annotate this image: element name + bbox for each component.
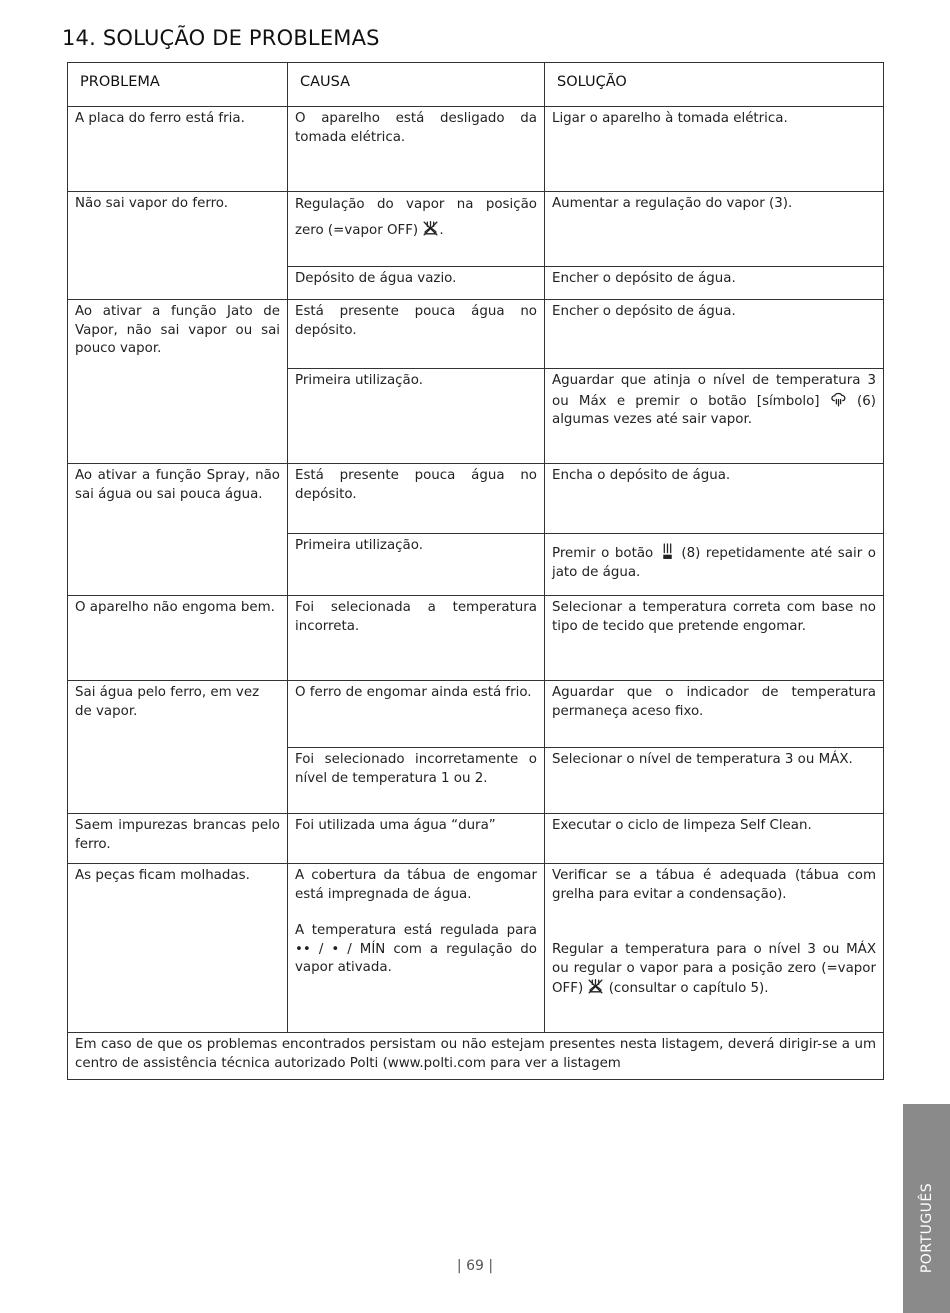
cause-cell [288, 192, 545, 267]
solution-cell: Ligar o aparelho à tomada elétrica. [545, 107, 884, 192]
page-number: | 69 | [456, 1258, 494, 1274]
problem-cell: Sai água pelo ferro, em vez de vapor. [68, 681, 288, 814]
problem-cell: A placa do ferro está fria. [68, 107, 288, 192]
solution-cell [545, 369, 884, 464]
solution-cell: Encha o depósito de água. [545, 464, 884, 534]
cause-suffix: . [439, 223, 444, 238]
spacer [552, 904, 876, 941]
cause-cell: Foi selecionada a temperatura incorreta. [288, 596, 545, 681]
solution-text: Verificar se a tábua é adequada (tábua com grelha para evitar a condensação). [552, 868, 876, 902]
footer-row [68, 1033, 884, 1080]
troubleshooting-table [67, 62, 884, 1080]
cause-cell: Primeira utilização. [288, 534, 545, 596]
problem-cell: As peças ficam molhadas. [68, 864, 288, 1033]
spacer [295, 904, 537, 922]
table-row [68, 814, 884, 864]
language-tab [903, 1104, 950, 1313]
spray-icon [659, 543, 676, 560]
solution-cell: Encher o depósito de água. [545, 300, 884, 369]
cause-cell: O aparelho está desligado da tomada elétrica. [288, 107, 545, 192]
header-problema: PROBLEMA [68, 63, 288, 107]
solution-cell: Selecionar a temperatura correta com base no tipo de tecido que pretende engomar. [545, 596, 884, 681]
header-causa: CAUSA [288, 63, 545, 107]
solution-cell [545, 534, 884, 596]
footer-note: Em caso de que os problemas encontrados persistam ou não estejam presentes nesta listagem, deverá dirigir-se a um centro de assistência técnica autorizado Polti (www.polti.com para ver a listagem [68, 1033, 884, 1080]
table-row [68, 464, 884, 534]
solution-cell: Executar o ciclo de limpeza Self Clean. [545, 814, 884, 864]
steam-burst-icon [830, 391, 847, 408]
solution-text: (6) algumas vezes até sair vapor. [552, 393, 876, 427]
steam-off-icon [422, 220, 439, 237]
table-row [68, 681, 884, 748]
cause-cell: Foi selecionado incorretamente o nível de temperatura 1 ou 2. [288, 748, 545, 814]
problem-cell: Ao ativar a função Spray, não sai água ou sai pouca água. [68, 464, 288, 596]
cause-cell [288, 864, 545, 1033]
problem-cell: O aparelho não engoma bem. [68, 596, 288, 681]
cause-cell: Primeira utilização. [288, 369, 545, 464]
cause-cell: Está presente pouca água no depósito. [288, 464, 545, 534]
cause-text: Regulação do vapor na posição zero (=vapor OFF) [295, 197, 537, 238]
table-row [68, 300, 884, 369]
solution-text [552, 941, 876, 999]
solution-cell: Selecionar o nível de temperatura 3 ou MÁX. [545, 748, 884, 814]
steam-off-icon [587, 978, 604, 995]
solution-text: (8) repetidamente até sair o jato de água. [552, 546, 876, 580]
solution-text: Premir o botão [552, 546, 654, 561]
header-solucao: SOLUÇÃO [545, 63, 884, 107]
table-row [68, 192, 884, 267]
problem-cell: Ao ativar a função Jato de Vapor, não sai vapor ou sai pouco vapor. [68, 300, 288, 464]
table-row [68, 596, 884, 681]
solution-cell: Aguardar que o indicador de temperatura permaneça aceso fixo. [545, 681, 884, 748]
solution-text-b: (consultar o capítulo 5). [608, 981, 769, 996]
cause-cell: Está presente pouca água no depósito. [288, 300, 545, 369]
table-header-row [68, 63, 884, 107]
cause-cell: Depósito de água vazio. [288, 267, 545, 300]
cause-text: A cobertura da tábua de engomar está impregnada de água. [295, 868, 537, 902]
cause-cell: O ferro de engomar ainda está frio. [288, 681, 545, 748]
problem-cell: Não sai vapor do ferro. [68, 192, 288, 300]
solution-text-a: Regular a temperatura para o nível 3 ou MÁX ou regular o vapor para a posição zero (=vapor OFF) [552, 942, 876, 996]
page-title: 14. SOLUÇÃO DE PROBLEMAS [62, 26, 380, 50]
solution-cell [545, 864, 884, 1033]
table-row [68, 864, 884, 1033]
cause-cell: Foi utilizada uma água “dura” [288, 814, 545, 864]
problem-cell: Saem impurezas brancas pelo ferro. [68, 814, 288, 864]
table-row [68, 107, 884, 192]
solution-text: Aguardar que atinja o nível de temperatura 3 ou Máx e premir o botão [símbolo] [552, 373, 876, 409]
solution-cell: Aumentar a regulação do vapor (3). [545, 192, 884, 267]
cause-text: A temperatura está regulada para •• / • / MÍN com a regulação do vapor ativada. [295, 923, 537, 975]
language-label: PORTUGUÊS [918, 1182, 935, 1274]
solution-cell: Encher o depósito de água. [545, 267, 884, 300]
